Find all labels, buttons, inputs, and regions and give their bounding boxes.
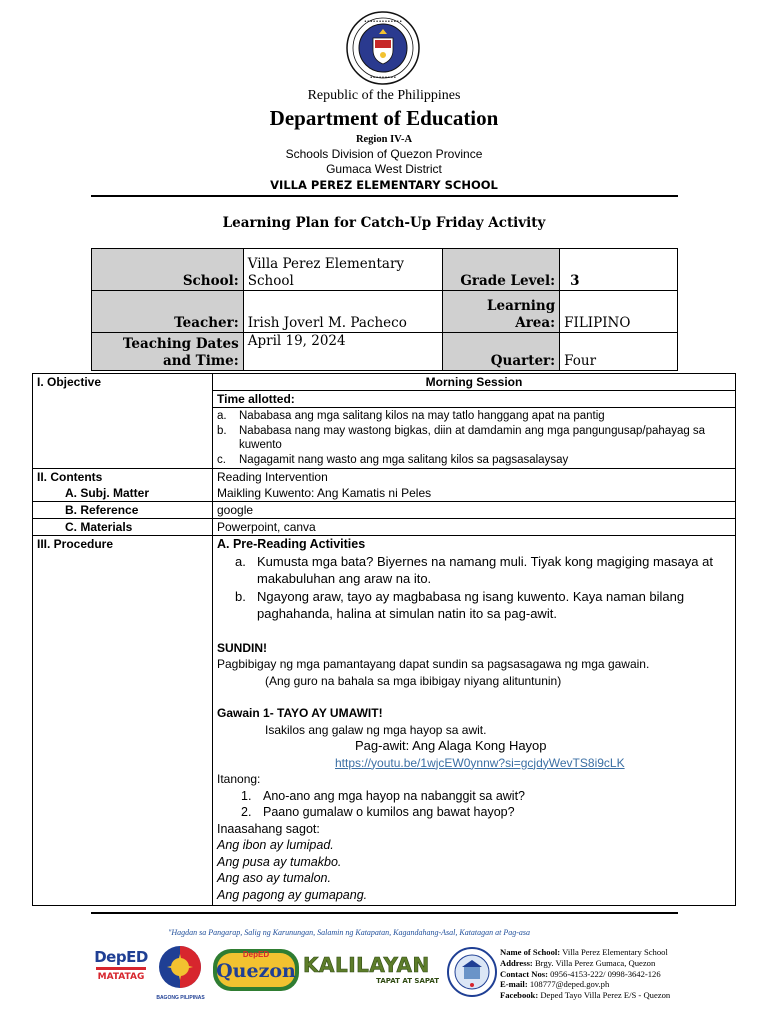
pre-reading-item <box>235 553 731 588</box>
grade-label: Grade Level: <box>443 249 560 291</box>
grade-value: 3 <box>560 249 678 291</box>
gawain-instruction: Isakilos ang galaw ng mga hayop sa awit. <box>265 722 487 737</box>
contact-line <box>500 969 670 980</box>
objective-item <box>217 453 731 468</box>
contact-line <box>500 947 670 958</box>
pre-reading-marker: a. <box>235 553 246 569</box>
teaching-dates-label-line2: and Time: <box>162 353 239 369</box>
division-line: Schools Division of Quezon Province <box>285 147 483 161</box>
objective-item <box>217 409 731 424</box>
learning-area-value: FILIPINO <box>560 291 678 333</box>
header-divider <box>91 195 678 197</box>
contents-values <box>213 469 736 502</box>
expected-answer: Ang aso ay tumalon. <box>217 871 331 885</box>
contact-label: E-mail: <box>500 979 528 990</box>
objective-label: I. Objective <box>33 374 213 469</box>
footer-divider <box>91 912 678 914</box>
kalilayan-text: KALILAYAN <box>303 953 430 977</box>
question-text: Paano gumalaw o kumilos ang bawat hayop? <box>263 805 515 819</box>
objective-text: Nagagamit nang wasto ang mga salitang kilos sa pagsasalaysay <box>239 453 569 466</box>
question-item <box>241 804 731 821</box>
contact-label: Name of School: <box>500 947 561 957</box>
contact-label: Contact Nos: <box>500 968 548 979</box>
school-value: Villa Perez Elementary School <box>243 249 443 291</box>
question-marker: 1. <box>241 788 252 803</box>
contents-value: Reading Intervention <box>217 470 328 484</box>
reference-row <box>33 502 736 519</box>
expected-answer: Ang pagong ay gumapang. <box>217 887 368 902</box>
pag-awit-line: Pag-awit: Ang Alaga Kong Hayop <box>355 738 547 753</box>
contact-label: Facebook: <box>500 990 539 1001</box>
document-title: Learning Plan for Catch-Up Friday Activity <box>222 215 546 231</box>
bagong-pilipinas-logo <box>153 944 208 1002</box>
kalilayan-logo <box>303 953 443 991</box>
objective-text: Nababasa ang mga salitang kilos na may tatlo hanggang apat na pantig <box>239 410 605 422</box>
deped-logo-text: DepED <box>94 948 148 966</box>
pre-reading-text: Kumusta mga bata? Biyernes na namang muli. Tiyak kong magiging masaya at makabuluhan ang araw na ito. <box>257 553 713 586</box>
contact-line <box>500 990 670 1001</box>
teaching-dates-label <box>92 333 244 371</box>
quezon-text: Quezon <box>216 960 296 982</box>
lesson-plan-table <box>32 373 736 906</box>
time-allotted: Time allotted: <box>213 391 735 408</box>
objective-item <box>217 424 731 453</box>
republic-line: Republic of the Philippines <box>307 88 461 103</box>
inaasahang-label: Inaasahang sagot: <box>217 821 320 836</box>
question-item <box>241 788 731 805</box>
objectives-list <box>213 408 735 469</box>
kalilayan-subtext: TAPAT AT SAPAT <box>376 977 439 985</box>
contents-row <box>33 469 736 502</box>
contact-line <box>500 958 670 969</box>
sundin-text: Pagbibigay ng mga pamantayang dapat sundin sa pagsasagawa ng mga gawain. <box>217 657 650 671</box>
learning-area-label <box>443 291 560 333</box>
pre-reading-heading: A. Pre-Reading Activities <box>217 537 366 551</box>
bagong-pilipinas-emblem-icon <box>153 944 208 990</box>
teaching-dates-label-line1: Teaching Dates <box>122 336 239 352</box>
teaching-dates-value: April 19, 2024 <box>243 333 443 371</box>
svg-text:•••••••••: ••••••••• <box>369 75 397 81</box>
objective-marker: c. <box>217 453 226 466</box>
bagong-pilipinas-text: BAGONG PILIPINAS <box>156 995 205 1001</box>
contact-line <box>500 979 670 990</box>
objective-text: Nababasa nang may wastong bigkas, diin at damdamin ang mga pangungusap/pahayag sa kuwento <box>239 424 706 451</box>
song-video-link[interactable]: https://youtu.be/1wjcEW0ynnw?si=gcjdyWevTS8i9cLK <box>335 755 625 770</box>
school-seal-logo <box>447 945 497 999</box>
quezon-deped-text: DepED <box>242 950 270 959</box>
materials-label: C. Materials <box>33 519 213 536</box>
expected-answer: Ang pusa ay tumakbo. <box>217 854 342 869</box>
pre-reading-text: Ngayong araw, tayo ay magbabasa ng isang kuwento. Kaya naman bilang paghahanda, halina at simulan natin ito sa pag-awit. <box>257 588 685 621</box>
contact-value: Deped Tayo Villa Perez E/S - Quezon <box>538 990 671 1001</box>
school-contact-block <box>500 947 670 1001</box>
objective-cell <box>213 374 736 469</box>
objective-marker: b. <box>217 424 227 437</box>
info-table <box>91 248 678 371</box>
quarter-label: Quarter: <box>443 333 560 371</box>
learning-area-label-line2: Area: <box>515 315 556 331</box>
region-line: Region IV-A <box>355 134 413 145</box>
question-text: Ano-ano ang mga hayop na nabanggit sa awit? <box>263 788 525 803</box>
gawain-title: Gawain 1- TAYO AY UMAWIT! <box>217 706 383 720</box>
contact-value: Brgy. Villa Perez Gumaca, Quezon <box>532 957 656 968</box>
contact-value: Villa Perez Elementary School <box>560 947 668 957</box>
learning-area-label-line1: Learning <box>487 298 556 314</box>
reference-value: google <box>213 502 736 519</box>
materials-row <box>33 519 736 536</box>
pre-reading-item <box>235 588 731 623</box>
svg-text:•••••••••••••: ••••••••••••• <box>363 19 403 25</box>
teacher-value: Irish Joverl M. Pacheco <box>243 291 443 333</box>
deped-matatag-logo <box>92 947 150 997</box>
subj-matter-value: Maikling Kuwento: Ang Kamatis ni Peles <box>217 486 432 500</box>
deped-quezon-logo <box>212 948 300 992</box>
reference-label: B. Reference <box>33 502 213 519</box>
objective-marker: a. <box>217 410 227 422</box>
district-line: Gumaca West District <box>326 162 442 176</box>
matatag-logo-text: MATATAG <box>97 972 145 982</box>
materials-value: Powerpoint, canva <box>213 519 736 536</box>
sundin-note: (Ang guro na bahala sa mga ibibigay niyang alituntunin) <box>265 673 562 688</box>
objective-row <box>33 374 736 469</box>
deped-seal-logo <box>346 8 420 88</box>
contents-labels <box>33 469 213 502</box>
contact-value: 0956-4153-222/ 0998-3642-126 <box>547 968 661 979</box>
school-name-header: VILLA PEREZ ELEMENTARY SCHOOL <box>270 178 498 192</box>
sundin-title: SUNDIN! <box>217 640 267 655</box>
school-label: School: <box>92 249 244 291</box>
itanong-label: Itanong: <box>217 772 261 786</box>
quarter-value: Four <box>560 333 678 371</box>
subj-matter-label: A. Subj. Matter <box>65 486 150 500</box>
procedure-label: III. Procedure <box>33 536 213 906</box>
teacher-label: Teacher: <box>92 291 244 333</box>
pre-reading-marker: b. <box>235 588 246 604</box>
department-title: Department of Education <box>269 106 499 130</box>
procedure-cell <box>213 536 736 906</box>
objective-subtable <box>213 374 735 468</box>
question-marker: 2. <box>241 805 252 819</box>
contents-label: II. Contents <box>37 470 103 484</box>
session-heading: Morning Session <box>213 374 735 391</box>
school-motto: "Hagdan sa Pangarap, Salig ng Karunungan, Salamin ng Katapatan, Kagandahang-Asal, Katatagan at Pag-asa <box>168 928 531 937</box>
expected-answer: Ang ibon ay lumipad. <box>217 838 334 852</box>
contact-value: 108777@deped.gov.ph <box>527 979 610 990</box>
procedure-row <box>33 536 736 906</box>
contact-label: Address: <box>500 957 533 968</box>
